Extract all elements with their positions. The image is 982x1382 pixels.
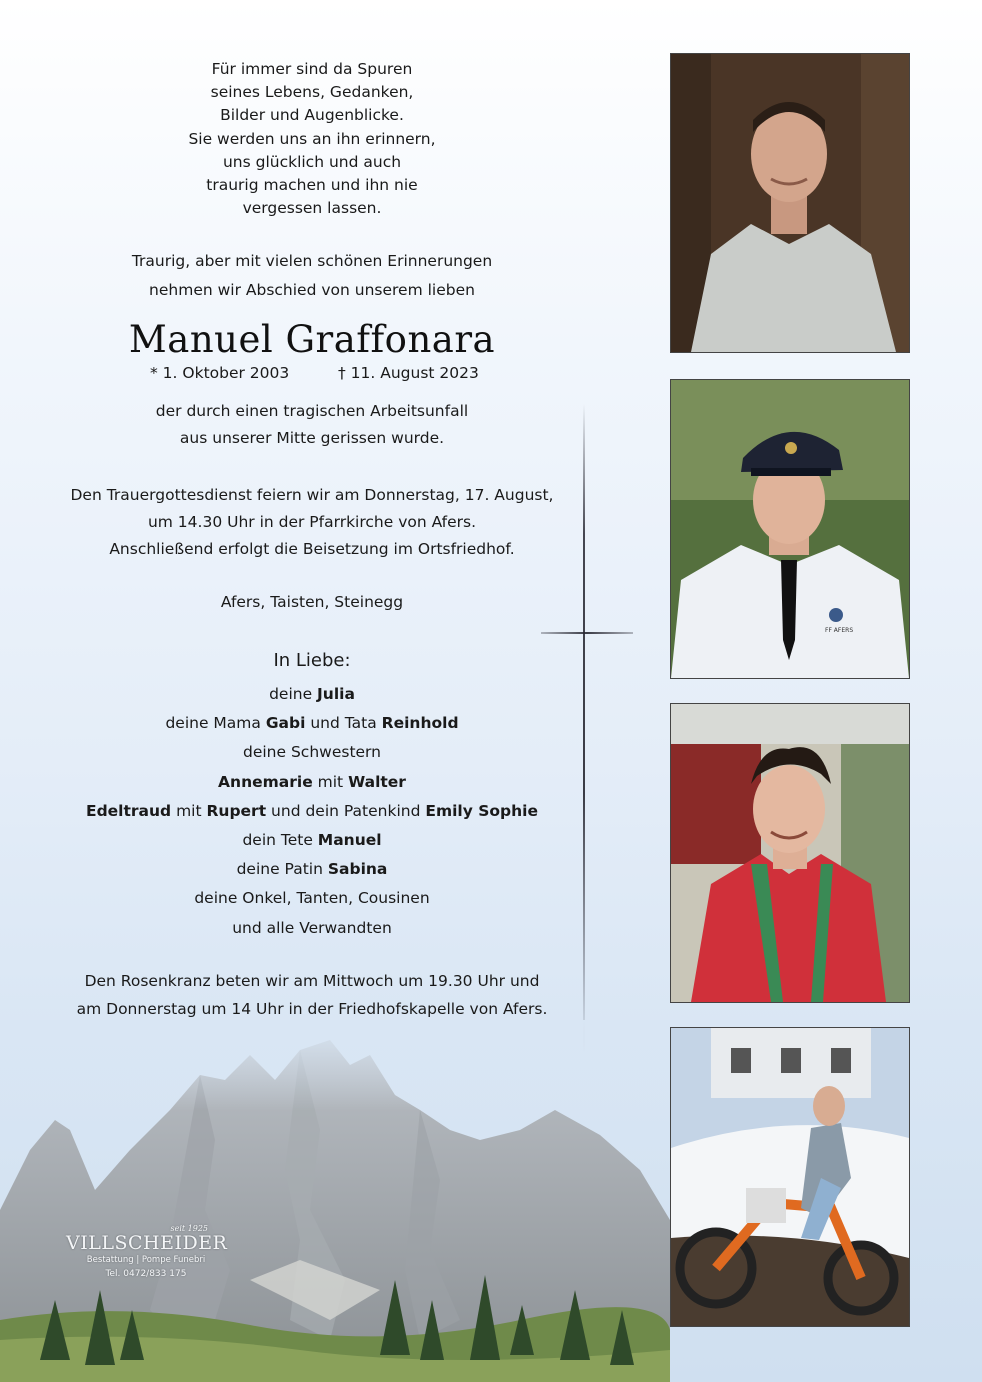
service-line: Anschließend erfolgt die Beisetzung im Ortsfriedhof. xyxy=(109,540,515,558)
mourner-line: Annemarie mit Walter xyxy=(218,772,406,791)
poem-line: seines Lebens, Gedanken, xyxy=(210,83,414,102)
logo-brand: VILLSCHEIDER xyxy=(66,1232,228,1254)
mourner-line: deine Schwestern xyxy=(243,743,381,762)
poem-line: uns glücklich und auch xyxy=(222,152,402,171)
love-heading: In Liebe: xyxy=(273,650,351,671)
mourner-line: Edeltraud mit Rupert und dein Patenkind Emily Sophie xyxy=(85,801,538,820)
poem-line: Sie werden uns an ihn erinnern, xyxy=(188,129,436,148)
cause-line: der durch einen tragischen Arbeitsunfall xyxy=(155,402,469,420)
death-date: † 11. August 2023 xyxy=(338,364,479,382)
portrait-photo-1 xyxy=(670,53,910,353)
uniform-badge-text: FF AFERS xyxy=(825,627,854,634)
cause-text xyxy=(60,398,564,452)
poem-line: traurig machen und ihn nie xyxy=(206,176,418,195)
cause-line: aus unserer Mitte gerissen wurde. xyxy=(179,429,445,447)
service-line: um 14.30 Uhr in der Pfarrkirche von Afers. xyxy=(147,513,477,531)
badge-icon xyxy=(829,608,843,622)
deceased-name: Manuel Graffonara xyxy=(128,318,496,361)
logo-since: seit 1925 xyxy=(170,1224,208,1233)
places-text: Afers, Taisten, Steinegg xyxy=(220,593,404,611)
rosary-text xyxy=(60,967,564,1023)
service-text xyxy=(60,482,564,563)
portrait-photo-3 xyxy=(670,703,910,1003)
birth-date: * 1. Oktober 2003 xyxy=(150,364,290,382)
cross-icon xyxy=(583,404,585,1054)
mourner-line: dein Tete Manuel xyxy=(242,831,382,850)
logo-subtitle: Bestattung | Pompe Funebri xyxy=(86,1255,206,1265)
portrait-photo-2 xyxy=(670,379,910,679)
portrait-photo-4 xyxy=(670,1027,910,1327)
intro-line: nehmen wir Abschied von unserem lieben xyxy=(149,280,475,299)
poem-line: Bilder und Augenblicke. xyxy=(220,106,404,125)
mourner-line: deine Onkel, Tanten, Cousinen xyxy=(194,889,430,908)
mourner-line: deine Julia xyxy=(269,685,355,703)
logo-phone: Tel. 0472/833 175 xyxy=(105,1269,187,1279)
mourner-line: und alle Verwandten xyxy=(232,918,392,937)
rosary-line: am Donnerstag um 14 Uhr in der Friedhofskapelle von Afers. xyxy=(76,1000,548,1018)
undertaker-logo xyxy=(66,1224,226,1281)
mourner-line: deine Patin Sabina xyxy=(236,860,388,879)
service-line: Den Trauergottesdienst feiern wir am Donnerstag, 17. August, xyxy=(70,486,554,504)
mourner-line: deine Mama Gabi und Tata Reinhold xyxy=(165,714,459,733)
cross-bar xyxy=(541,632,633,634)
intro-text xyxy=(60,247,564,304)
mourners-list xyxy=(60,680,564,943)
poem-line: vergessen lassen. xyxy=(242,199,382,218)
poem-line: Für immer sind da Spuren xyxy=(211,60,413,78)
rosary-line: Den Rosenkranz beten wir am Mittwoch um 19.30 Uhr und xyxy=(84,972,540,990)
intro-line: Traurig, aber mit vielen schönen Erinnerungen xyxy=(131,252,493,270)
poem xyxy=(60,58,564,220)
